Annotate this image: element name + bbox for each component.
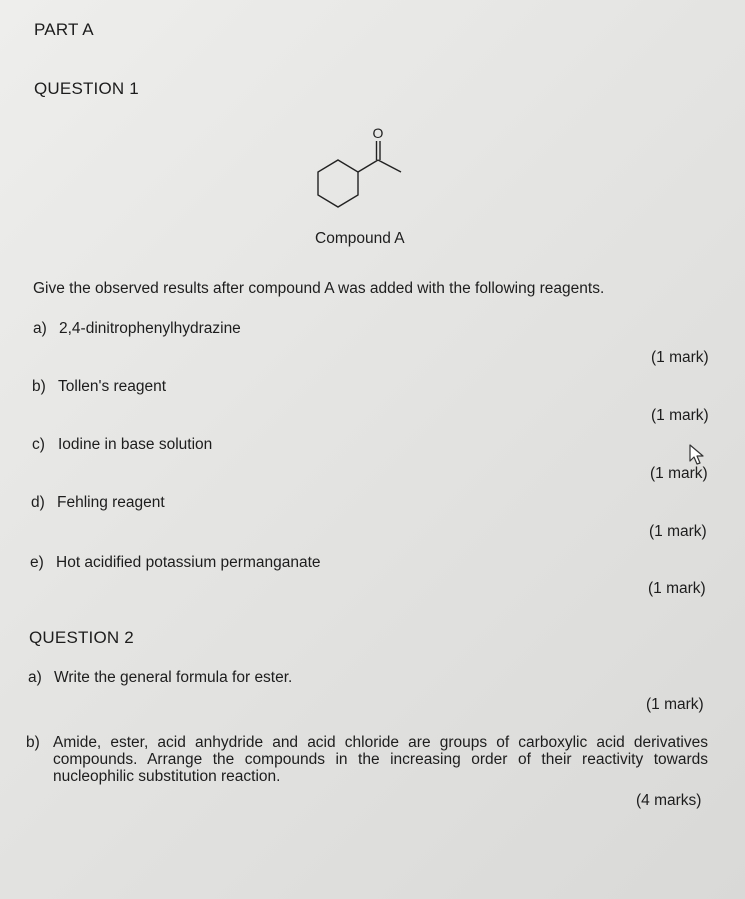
q1-item-d — [31, 494, 165, 512]
question1-title: QUESTION 1 — [34, 79, 139, 98]
oxygen-label: O — [372, 125, 384, 141]
q2-item-b — [26, 734, 708, 785]
item-label: b) — [32, 378, 46, 395]
compound-a-structure — [305, 120, 415, 220]
q1-item-d-marks: (1 mark) — [649, 523, 707, 540]
part-title: PART A — [34, 20, 94, 39]
item-text: Fehling reagent — [57, 494, 165, 511]
item-text: Hot acidified potassium permanganate — [56, 554, 321, 571]
item-text: Tollen's reagent — [58, 378, 167, 395]
q2-item-b-marks: (4 marks) — [636, 792, 702, 809]
item-text: Write the general formula for ester. — [54, 669, 293, 686]
item-text: Iodine in base solution — [58, 436, 213, 453]
item-text: Amide, ester, acid anhydride and acid chloride are groups of carboxylic acid derivatives compounds. Arrange the compounds in the increasing order of their reactivity towards nucleophilic substitution reaction. — [53, 734, 708, 785]
item-label: a) — [28, 669, 42, 686]
q1-item-e — [30, 554, 321, 572]
item-label: c) — [32, 436, 45, 453]
q1-item-e-marks: (1 mark) — [648, 580, 706, 597]
cyclohexane-ring — [318, 160, 358, 207]
q1-item-c — [32, 436, 212, 454]
question1-prompt: Give the observed results after compound A was added with the following reagents. — [33, 280, 605, 297]
q2-item-a — [28, 669, 292, 687]
q1-item-a-marks: (1 mark) — [651, 349, 709, 366]
ketone-chain — [358, 141, 401, 172]
compound-name: Compound A — [315, 230, 405, 247]
q1-item-b-marks: (1 mark) — [651, 407, 709, 424]
item-label: e) — [30, 554, 44, 571]
question2-title: QUESTION 2 — [29, 628, 134, 647]
q1-item-a — [33, 320, 241, 338]
item-text: 2,4-dinitrophenylhydrazine — [59, 320, 241, 337]
q1-item-b — [32, 378, 166, 396]
mouse-pointer-icon — [688, 444, 706, 466]
q1-item-c-marks: (1 mark) — [650, 465, 708, 482]
item-label: b) — [26, 734, 40, 751]
q2-item-a-marks: (1 mark) — [646, 696, 704, 713]
item-label: a) — [33, 320, 47, 337]
item-label: d) — [31, 494, 45, 511]
